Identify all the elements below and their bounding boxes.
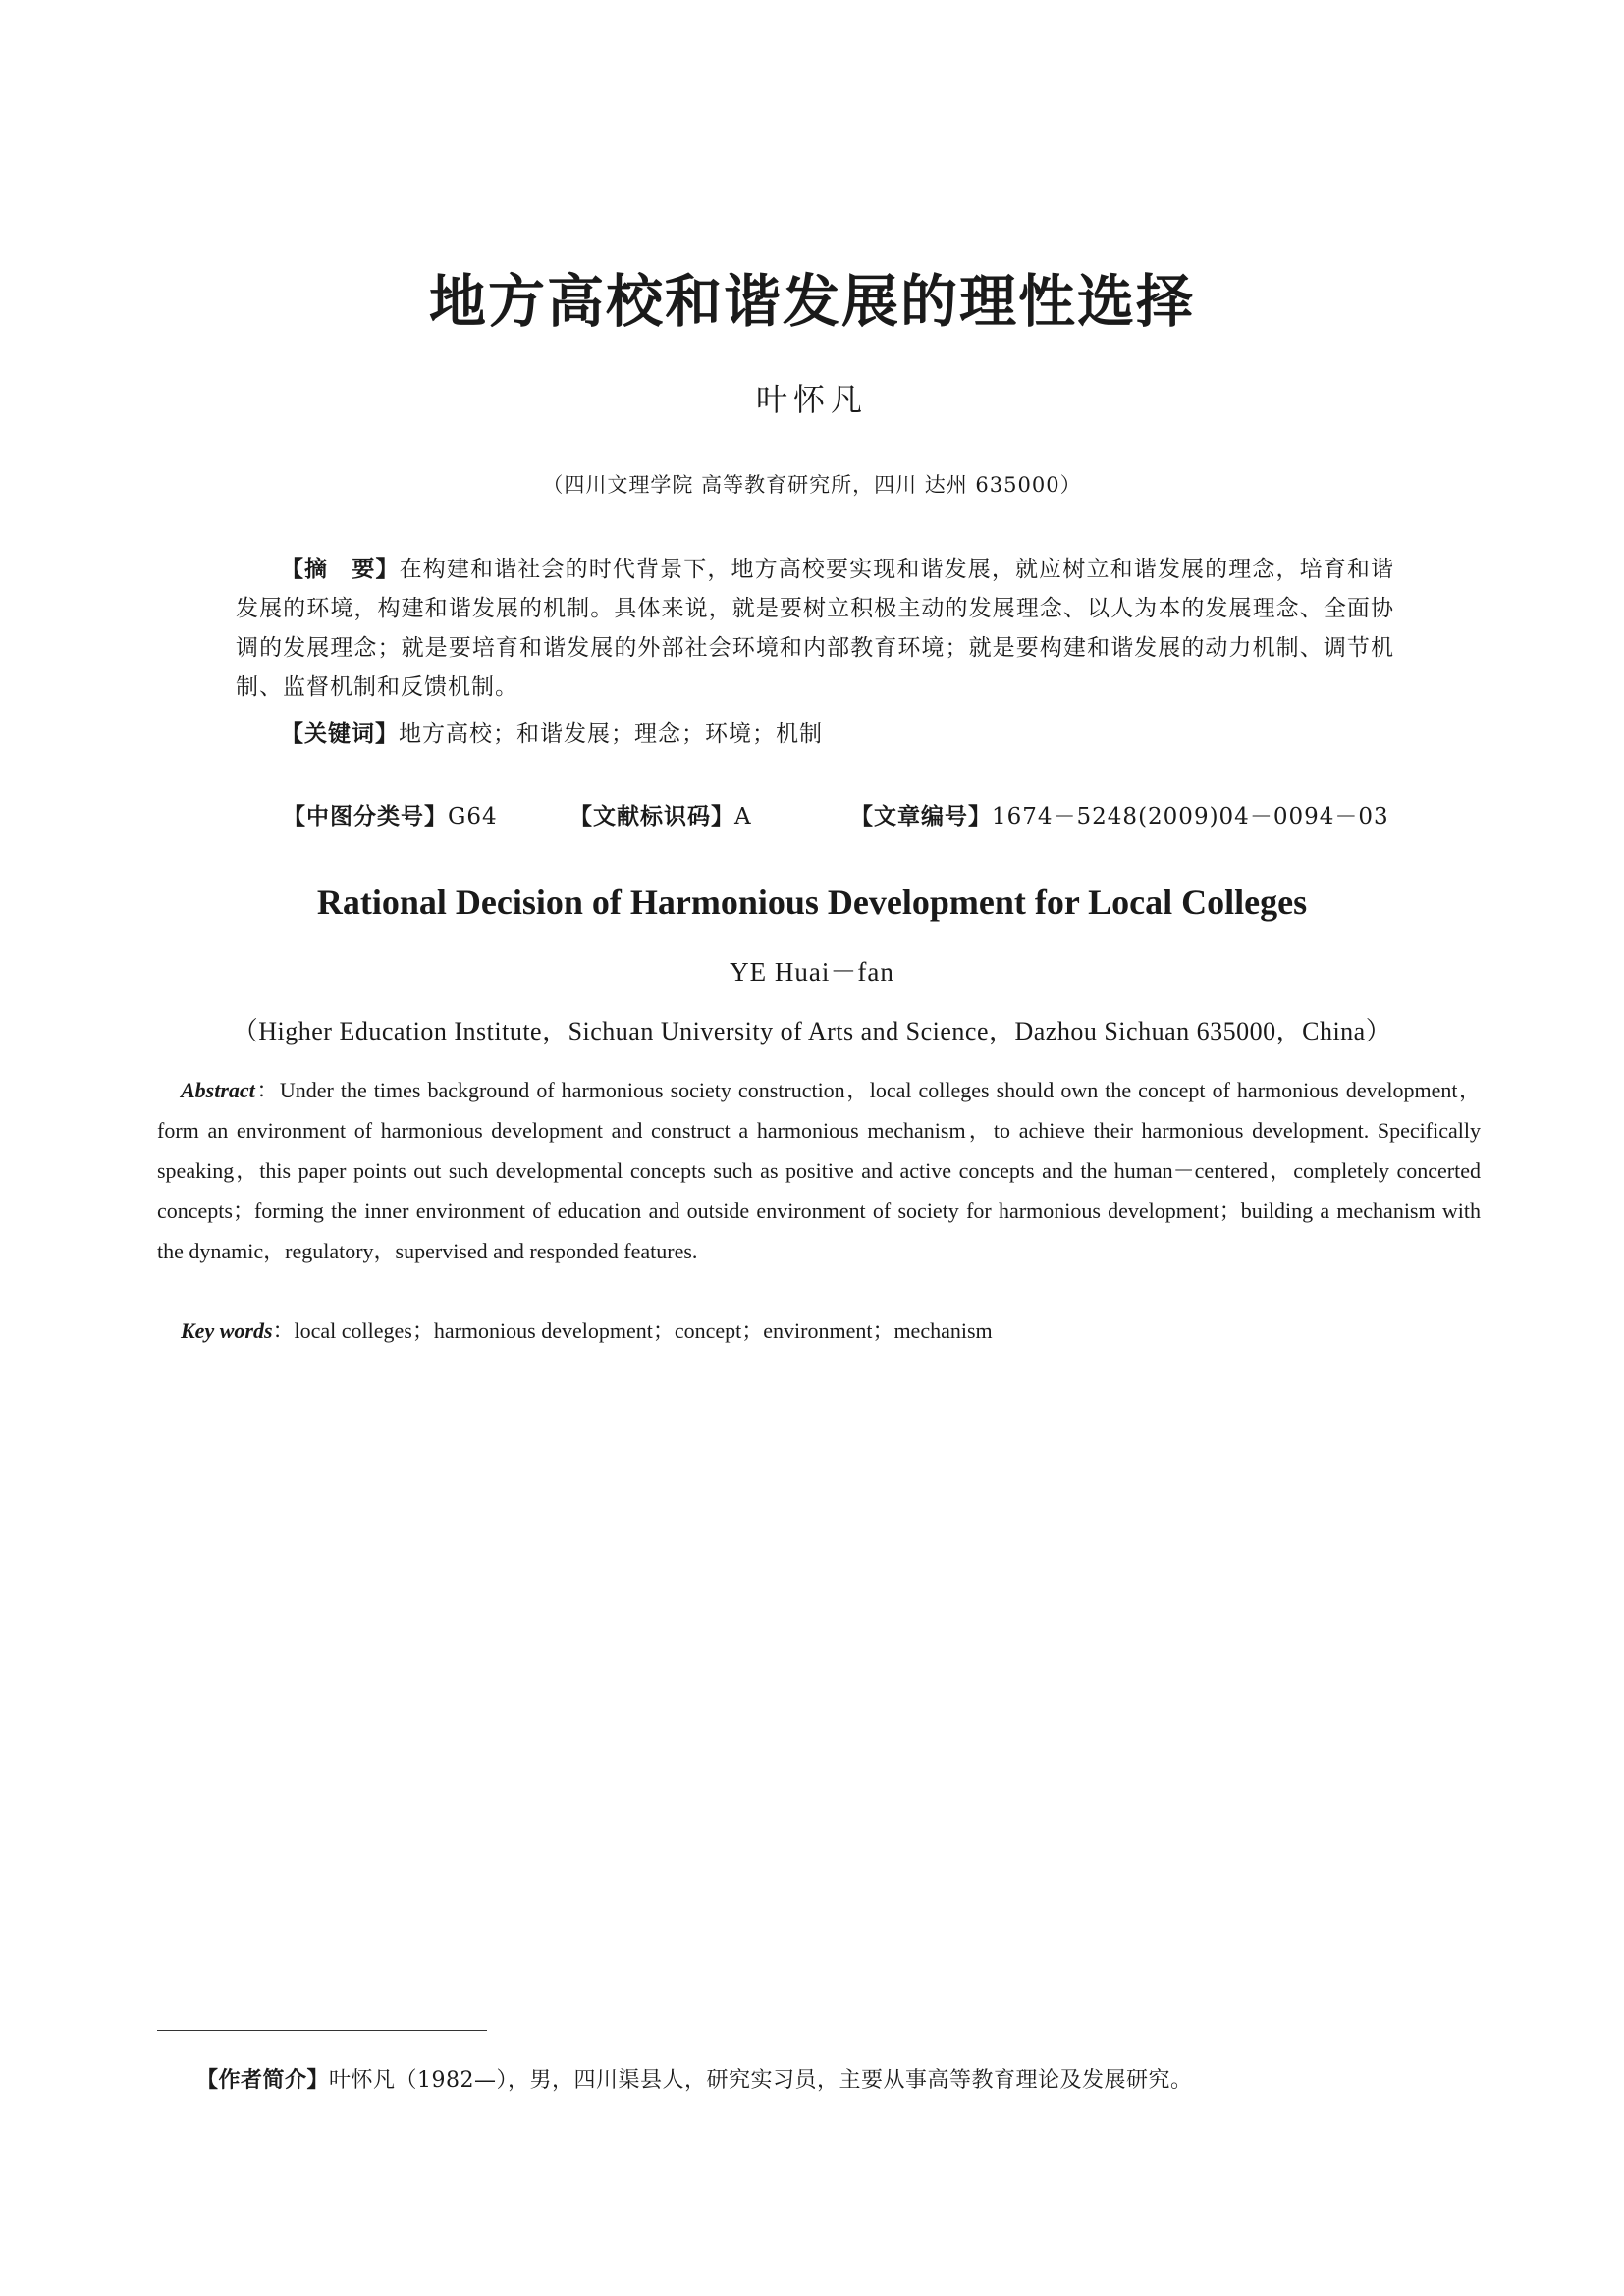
abstract-cn (236, 550, 1394, 707)
footnote-label: 【作者简介】 (196, 2068, 330, 2093)
doc-code-label: 【文献标识码】 (569, 804, 734, 829)
paper-title-en: Rational Decision of Harmonious Development for Local Colleges (316, 882, 1308, 922)
abstract-en-label: Abstract (181, 1078, 255, 1102)
clc-number (283, 797, 498, 836)
affiliation-cn: （四川文理学院 高等教育研究所，四川 达州 635000） (542, 473, 1082, 497)
abstract-en (157, 1070, 1481, 1271)
footnote-divider (157, 2030, 487, 2031)
affiliation-en: （Higher Education Institute，Sichuan University of Arts and Science，Dazhou Sichuan 635000，China） (232, 1017, 1392, 1045)
abstract-en-text: ：Under the times background of harmonious society construction，local colleges should own the concept of harmonious development，form an environment of harmonious development and construct a harmonious mechanism，to achieve their harmonious development. Specifically speaking，this paper points out such developmental concepts such as positive and active concepts and the human－centered，completely concerted concepts；forming the inner environment of education and outside environment of society for harmonious development；building a mechanism with the dynamic，regulatory，supervised and responded features. (157, 1078, 1481, 1263)
author-name-cn: 叶怀凡 (755, 381, 868, 418)
doc-code-value: A (734, 804, 752, 829)
clc-value: G64 (448, 804, 498, 829)
abstract-cn-label: 【摘 要】 (281, 557, 400, 582)
keywords-cn-text: 地方高校；和谐发展；理念；环境；机制 (399, 721, 823, 747)
article-number-value: 1674－5248(2009)04－0094－03 (992, 804, 1389, 829)
keywords-cn (236, 715, 1394, 754)
author-name-en: YE Huai－fan (730, 957, 894, 987)
keywords-cn-label: 【关键词】 (281, 721, 399, 747)
footnote-text: 叶怀凡（1982—），男，四川渠县人，研究实习员，主要从事高等教育理论及发展研究。 (329, 2068, 1193, 2093)
abstract-cn-text: 在构建和谐社会的时代背景下，地方高校要实现和谐发展，就应树立和谐发展的理念，培育和谐发展的环境，构建和谐发展的机制。具体来说，就是要树立积极主动的发展理念、以人为本的发展理念、全面协调的发展理念；就是要培育和谐发展的外部社会环境和内部教育环境；就是要构建和谐发展的动力机制、调节机制、监督机制和反馈机制。 (236, 557, 1395, 700)
document-code (569, 797, 752, 836)
author-footnote (196, 2063, 1473, 2099)
paper-title-cn: 地方高校和谐发展的理性选择 (428, 268, 1195, 335)
clc-label: 【中图分类号】 (283, 804, 448, 829)
keywords-en (157, 1310, 1481, 1351)
keywords-en-label: Key words (181, 1318, 273, 1343)
keywords-en-text: ：local colleges；harmonious development；concept；environment；mechanism (272, 1318, 993, 1343)
article-number (850, 797, 1389, 836)
article-number-label: 【文章编号】 (850, 804, 992, 829)
